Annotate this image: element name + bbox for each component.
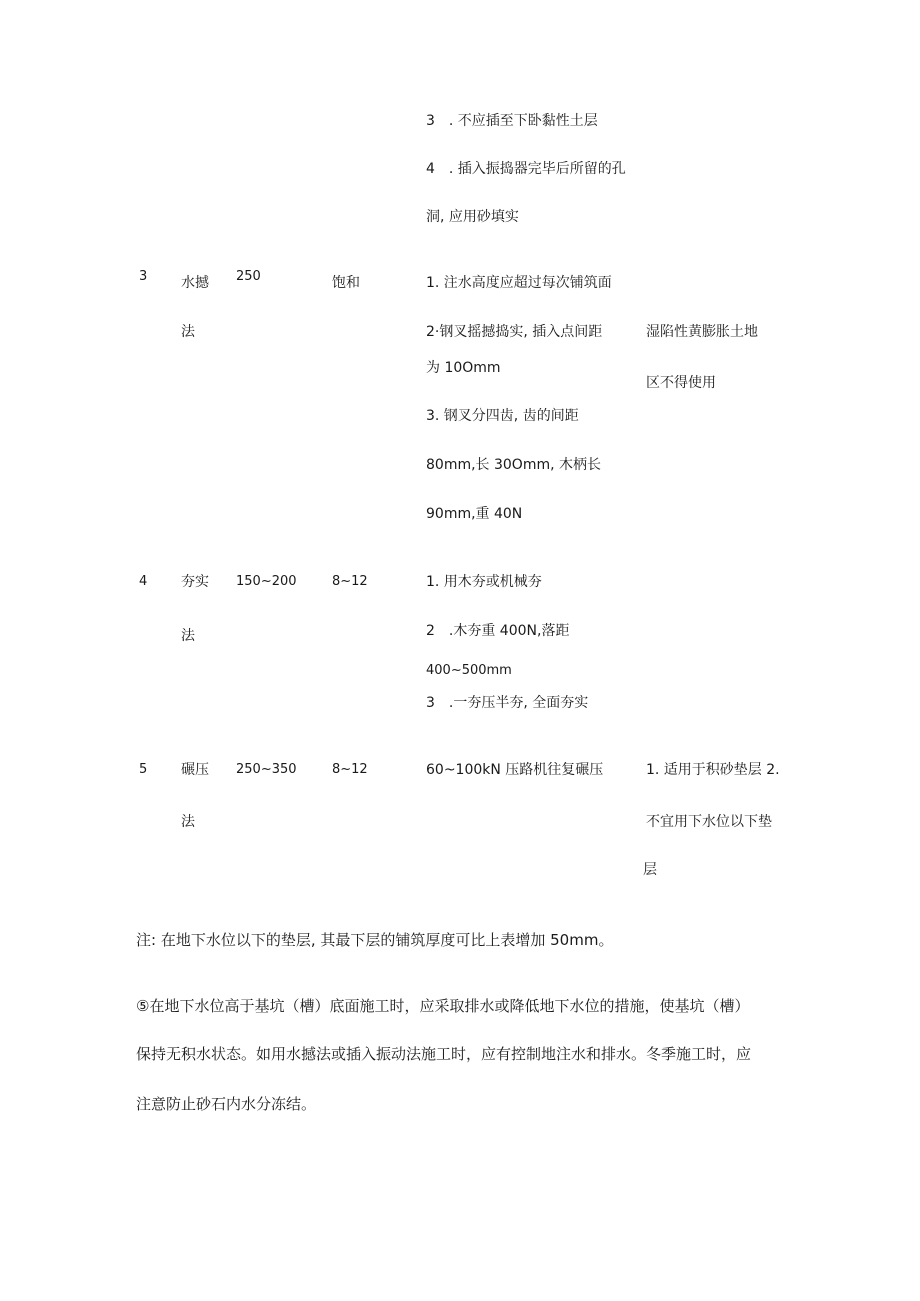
method-line: 1. 用木夯或机械夯	[426, 574, 542, 590]
method-line: 为 10Omm	[426, 360, 501, 376]
method-line: 80mm,长 30Omm, 木柄长	[426, 457, 601, 473]
row-index: 4	[139, 574, 148, 589]
method-line: 3. 钢叉分四齿, 齿的间距	[426, 408, 579, 424]
method-line: 90mm,重 40N	[426, 506, 523, 522]
method-line: 60~100kN 压路机往复碾压	[426, 762, 604, 778]
layer-thickness: 250~350	[236, 762, 297, 777]
notes-line: 1. 适用于积砂垫层 2.	[646, 762, 780, 778]
method-line: 洞, 应用砂填实	[426, 209, 519, 225]
notes-line: 不宜用下水位以下垫	[646, 814, 772, 830]
table-footnote: 注: 在地下水位以下的垫层, 其最下层的铺筑厚度可比上表增加 50mm。	[136, 931, 614, 949]
row-index: 3	[139, 269, 148, 284]
method-line: 3 . 不应插至下卧黏性土层	[426, 113, 598, 129]
body-paragraph-line: 注意防止砂石内水分冻结。	[136, 1095, 317, 1113]
notes-line: 层	[643, 862, 657, 878]
water-content: 8~12	[332, 574, 368, 589]
water-content: 饱和	[332, 275, 360, 291]
method-line: 2 .木夯重 400N,落距	[426, 623, 570, 639]
method-line: 2·钢叉摇撼捣实, 插入点间距	[426, 324, 603, 340]
body-paragraph-line: ⑤在地下水位高于基坑（槽）底面施工时，应采取排水或降低地下水位的措施，使基坑（槽）	[136, 997, 750, 1015]
method-name-cont: 法	[181, 324, 195, 340]
method-name: 夯实	[181, 574, 209, 590]
notes-line: 区不得使用	[646, 375, 716, 391]
method-line: 1. 注水高度应超过每次铺筑面	[426, 275, 612, 291]
layer-thickness: 250	[236, 269, 261, 284]
notes-line: 湿陷性黄膨胀土地	[646, 324, 758, 340]
method-name: 碾压	[181, 762, 209, 778]
water-content: 8~12	[332, 762, 368, 777]
row-index: 5	[139, 762, 148, 777]
method-name: 水撼	[181, 275, 209, 291]
layer-thickness: 150~200	[236, 574, 297, 589]
method-name-cont: 法	[181, 628, 195, 644]
method-line: 400~500mm	[426, 663, 512, 678]
method-name-cont: 法	[181, 814, 195, 830]
body-paragraph-line: 保持无积水状态。如用水撼法或插入振动法施工时，应有控制地注水和排水。冬季施工时，应	[136, 1045, 752, 1063]
method-line: 4 . 插入振捣器完毕后所留的孔	[426, 161, 626, 177]
method-line: 3 .一夯压半夯, 全面夯实	[426, 695, 589, 711]
